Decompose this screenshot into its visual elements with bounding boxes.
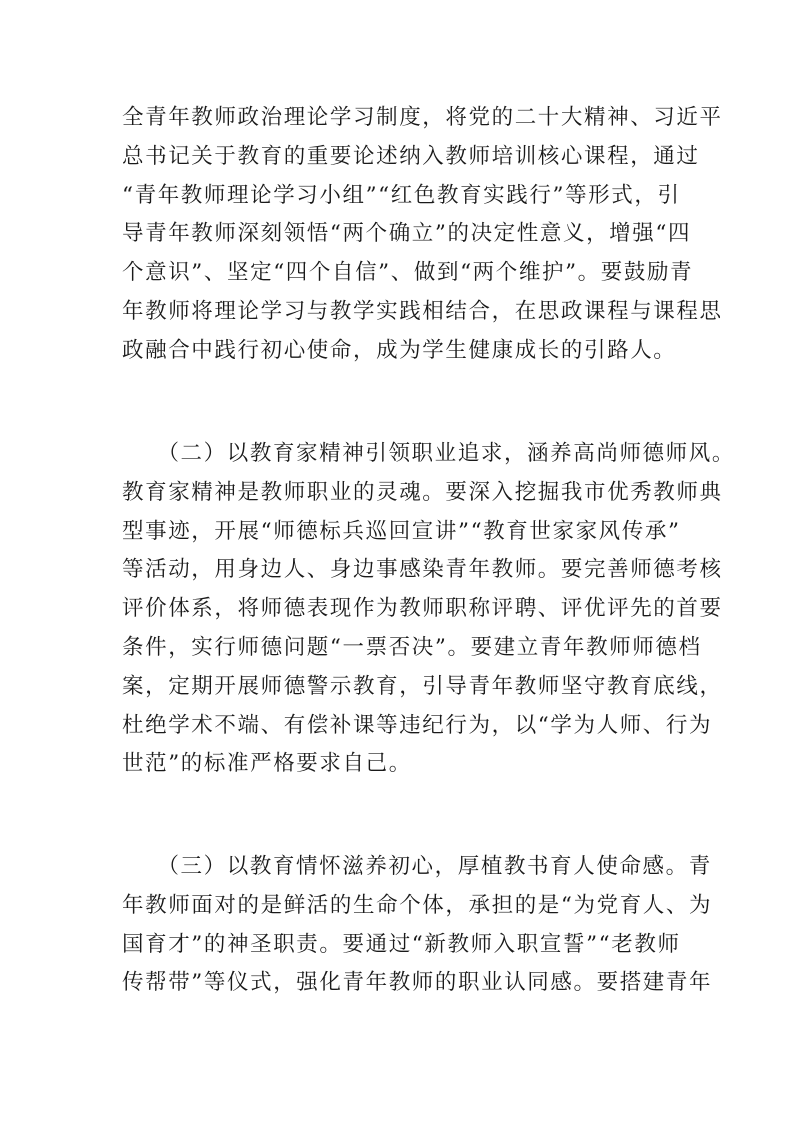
paragraph-line: 等活动，用身边人、身边事感染青年教师。要完善师德考核	[122, 557, 723, 583]
paragraph-line: 案，定期开展师德警示教育，引导青年教师坚守教育底线，	[122, 673, 723, 699]
paragraph-line: 型事迹，开展“师德标兵巡回宣讲”“教育世家家风传承”	[122, 518, 681, 544]
paragraph-line: 评价体系，将师德表现作为教师职称评聘、评优评先的首要	[122, 596, 723, 622]
paragraph-line: 条件，实行师德问题“一票否决”。要建立青年教师师德档	[122, 634, 702, 660]
paragraph-line: “青年教师理论学习小组”“红色教育实践行”等形式，引	[122, 182, 681, 208]
paragraph-line: 国育才”的神圣职责。要通过“新教师入职宣誓”“老教师	[122, 931, 681, 957]
paragraph-line: 年教师面对的是鲜活的生命个体，承担的是“为党育人、为	[122, 892, 713, 918]
paragraph-line: 杜绝学术不端、有偿补课等违纪行为，以“学为人师、行为	[122, 712, 713, 738]
paragraph-line	[122, 784, 677, 823]
section-heading-line: （二）以教育家精神引领职业追求，涵养高尚师德师风。	[122, 441, 735, 466]
paragraph-line: 政融合中践行初心使命，成为学生健康成长的引路人。	[122, 337, 677, 363]
paragraph-1	[122, 99, 723, 371]
paragraph-line: 总书记关于教育的重要论述纳入教师培训核心课程，通过	[122, 143, 700, 169]
paragraph-line: 教育家精神是教师职业的灵魂。要深入挖掘我市优秀教师典	[122, 479, 723, 505]
paragraph-line: 个意识”、坚定“四个自信”、做到“两个维护”。要鼓励青	[122, 260, 694, 286]
paragraph-3	[122, 848, 713, 1003]
paragraph-line: 导青年教师深刻领悟“两个确立”的决定性意义，增强“四	[122, 221, 692, 247]
paragraph-line: 世范”的标准严格要求自己。	[122, 751, 412, 777]
paragraph-2	[122, 435, 735, 823]
section-heading-line: （三）以教育情怀滋养初心，厚植教书育人使命感。青	[122, 854, 712, 879]
paragraph-line: 传帮带”等仪式，强化青年教师的职业认同感。要搭建青年	[122, 970, 713, 996]
paragraph-line: 全青年教师政治理论学习制度，将党的二十大精神、习近平	[122, 105, 723, 130]
paragraph-line: 年教师将理论学习与教学实践相结合，在思政课程与课程思	[122, 298, 723, 324]
